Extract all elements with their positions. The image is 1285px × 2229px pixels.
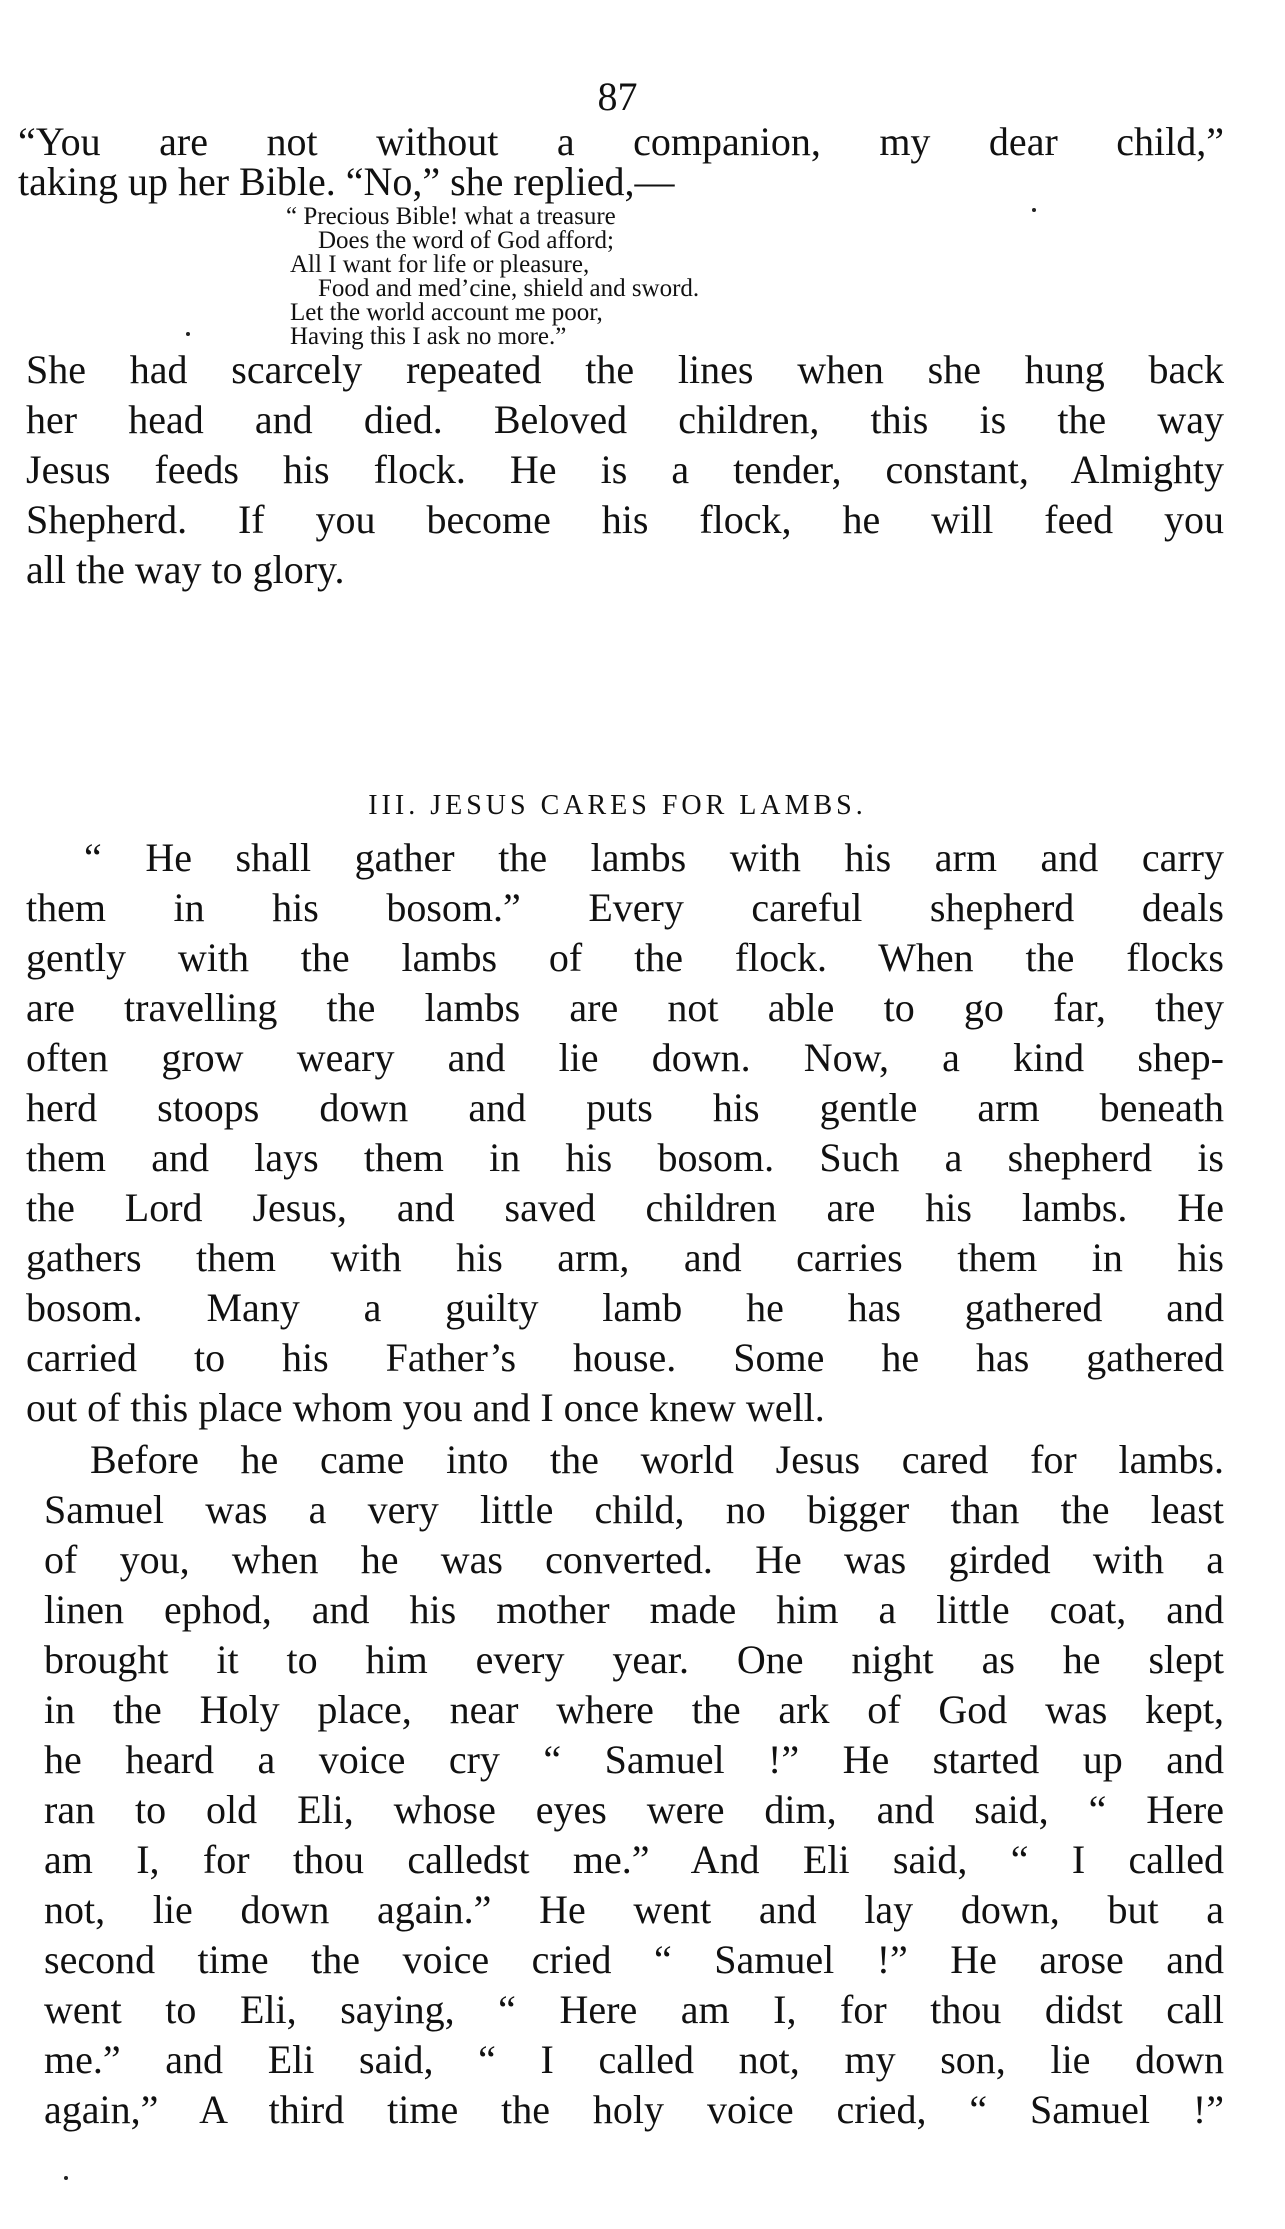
text-line: her head and died. Beloved children, this is the way	[26, 397, 1224, 442]
text-line: bosom. Many a guilty lamb he has gathered and	[26, 1285, 1224, 1330]
text-line: often grow weary and lie down. Now, a kind shep-	[26, 1035, 1224, 1080]
text-line: he heard a voice cry “ Samuel !” He started up and	[44, 1737, 1224, 1782]
text-line: not, lie down again.” He went and lay down, but a	[44, 1887, 1224, 1932]
text-line: “ He shall gather the lambs with his arm and carry	[84, 835, 1224, 880]
text-line: Jesus feeds his flock. He is a tender, constant, Almighty	[26, 447, 1224, 492]
text-line: are travelling the lambs are not able to go far, they	[26, 985, 1224, 1030]
verse-line: Does the word of God afford;	[318, 227, 614, 254]
text-line: brought it to him every year. One night as he slept	[44, 1637, 1224, 1682]
text-line: carried to his Father’s house. Some he has gathered	[26, 1335, 1224, 1380]
page-number: 87	[597, 74, 638, 119]
verse-line: All I want for life or pleasure,	[290, 251, 590, 278]
text-line: them in his bosom.” Every careful shepherd deals	[26, 885, 1224, 930]
verse-line: Let the world account me poor,	[290, 299, 603, 326]
text-line: out of this place whom you and I once knew well.	[26, 1385, 825, 1430]
text-line: again,” A third time the holy voice cried, “ Samuel !”	[44, 2087, 1224, 2132]
text-line: gently with the lambs of the flock. When the flocks	[26, 935, 1224, 980]
verse-line: “ Precious Bible! what a treasure	[286, 203, 616, 230]
print-speck	[1032, 208, 1036, 212]
text-line: them and lays them in his bosom. Such a shepherd is	[26, 1135, 1224, 1180]
text-line: ran to old Eli, whose eyes were dim, and said, “ Here	[44, 1787, 1224, 1832]
text-line: gathers them with his arm, and carries them in his	[26, 1235, 1224, 1280]
text-line: Shepherd. If you become his flock, he will feed you	[26, 497, 1224, 542]
text-line: me.” and Eli said, “ I called not, my son, lie down	[44, 2037, 1224, 2082]
text-line: herd stoops down and puts his gentle arm beneath	[26, 1085, 1224, 1130]
text-line: Before he came into the world Jesus cared for lambs.	[90, 1437, 1224, 1482]
text-line: of you, when he was converted. He was girded with a	[44, 1537, 1224, 1582]
text-line: went to Eli, saying, “ Here am I, for thou didst call	[44, 1987, 1224, 2032]
text-line: taking up her Bible. “No,” she replied,—	[18, 159, 675, 204]
text-line: She had scarcely repeated the lines when she hung back	[26, 347, 1224, 392]
text-line: am I, for thou calledst me.” And Eli said, “ I called	[44, 1837, 1224, 1882]
text-line: the Lord Jesus, and saved children are his lambs. He	[26, 1185, 1224, 1230]
section-heading: III. JESUS CARES FOR LAMBS.	[368, 790, 867, 821]
print-speck	[64, 2176, 68, 2180]
text-line: all the way to glory.	[26, 547, 345, 592]
verse-line: Having this I ask no more.”	[290, 323, 567, 350]
print-speck	[186, 332, 190, 336]
text-line: Samuel was a very little child, no bigger than the least	[44, 1487, 1224, 1532]
text-line: second time the voice cried “ Samuel !” He arose and	[44, 1937, 1224, 1982]
text-line: linen ephod, and his mother made him a little coat, and	[44, 1587, 1224, 1632]
text-line: “You are not without a companion, my dear child,”	[18, 119, 1224, 164]
text-line: in the Holy place, near where the ark of God was kept,	[44, 1687, 1224, 1732]
verse-line: Food and med’cine, shield and sword.	[318, 275, 700, 302]
